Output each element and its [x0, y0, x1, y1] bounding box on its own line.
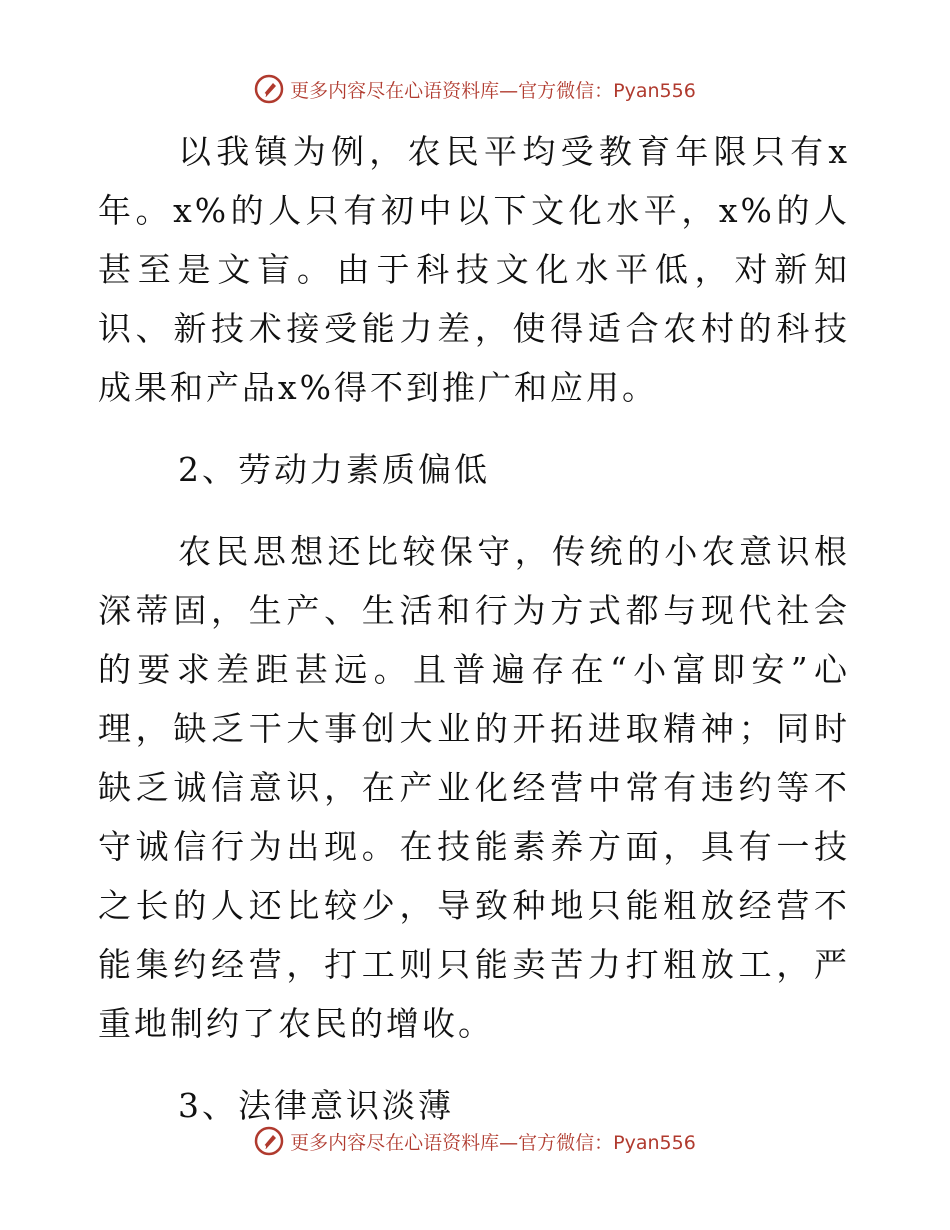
pen-nib-logo-icon: [254, 74, 284, 104]
pen-nib-logo-icon: [254, 1126, 284, 1156]
section-heading-labor-quality: 2、劳动力素质偏低: [178, 450, 490, 489]
header-watermark: [0, 74, 950, 104]
document-body: [98, 122, 850, 1135]
paragraph-education: 以我镇为例，农民平均受教育年限只有x年。x%的人只有初中以下文化水平，x%的人甚至是文盲。由于科技文化水平低，对新知识、新技术接受能力差，使得适合农村的科技成果和产品x%得不到推广和应用。: [98, 132, 850, 407]
footer-watermark: [0, 1126, 950, 1156]
paragraph-labor-quality: 农民思想还比较保守，传统的小农意识根深蒂固，生产、生活和行为方式都与现代社会的要求差距甚远。且普遍存在“小富即安”心理，缺乏干大事创大业的开拓进取精神；同时缺乏诚信意识，在产业化经营中常有违约等不守诚信行为出现。在技能素养方面，具有一技之长的人还比较少，导致种地只能粗放经营不能集约经营，打工则只能卖苦力打粗放工，严重地制约了农民的增收。: [98, 532, 850, 1043]
watermark-text: 更多内容尽在心语资料库—官方微信：Pyan556: [290, 79, 696, 102]
section-heading-legal-awareness: 3、法律意识淡薄: [178, 1086, 454, 1125]
watermark-text: 更多内容尽在心语资料库—官方微信：Pyan556: [290, 1131, 696, 1154]
